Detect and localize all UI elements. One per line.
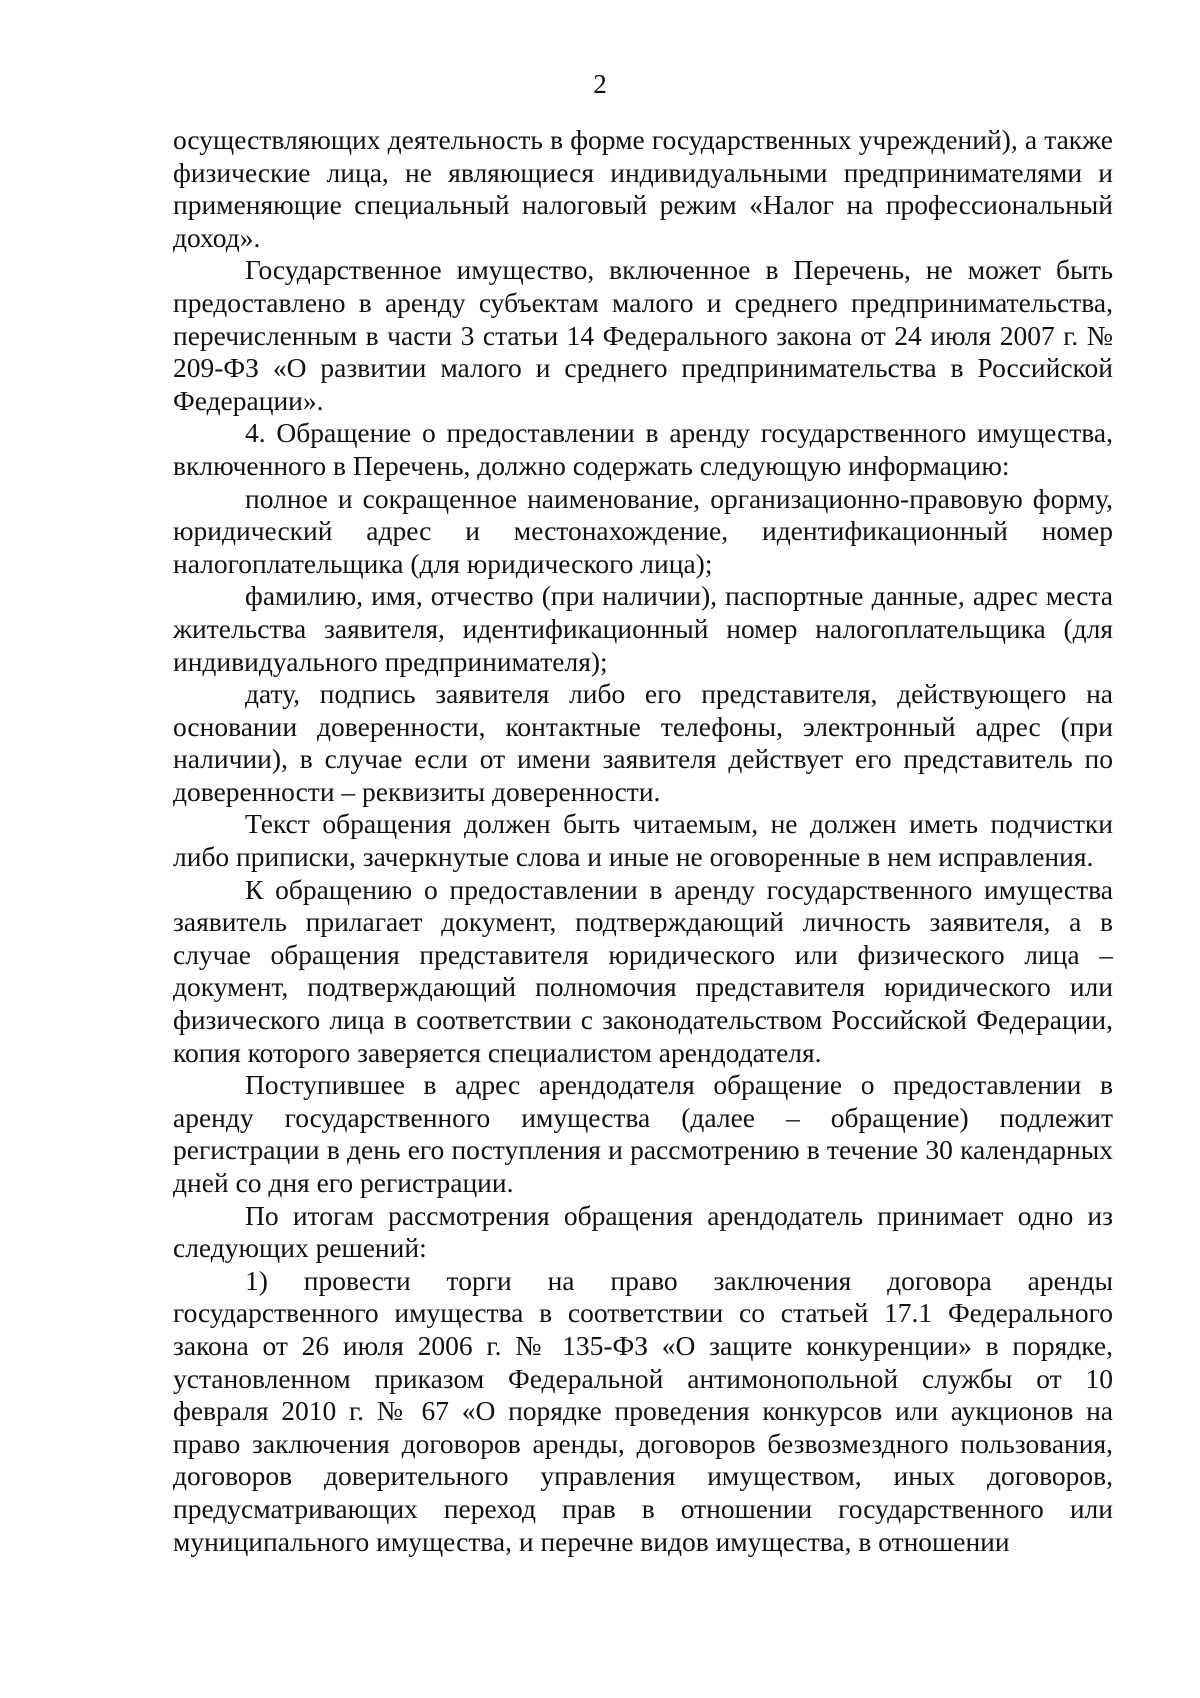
page-number: 2	[593, 69, 607, 99]
paragraph-text-requirements: Текст обращения должен быть читаемым, не должен иметь подчистки либо приписки, зачеркнутые слова и иные не оговоренные в нем исправления.	[173, 808, 1113, 873]
document-body	[173, 124, 1113, 1558]
paragraph-continuation: осуществляющих деятельность в форме государственных учреждений), а также физические лица, не являющиеся индивидуальными предпринимателями и применяющие специальный налоговый режим «Налог на профессиональный доход».	[173, 124, 1113, 253]
paragraph-legal-entity-info: полное и сокращенное наименование, организационно-правовую форму, юридический адрес и местонахождение, идентификационный номер налогоплательщика (для юридического лица);	[173, 482, 1113, 579]
paragraph-decisions: По итогам рассмотрения обращения арендодатель принимает одно из следующих решений:	[173, 1199, 1113, 1264]
paragraph-section-4: 4. Обращение о предоставлении в аренду государственного имущества, включенного в Перечень, должно содержать следующую информацию:	[173, 417, 1113, 481]
paragraph-entrepreneur-info: фамилию, имя, отчество (при наличии), паспортные данные, адрес места жительства заявителя, идентификационный номер налогоплательщика (для индивидуального предпринимателя);	[173, 580, 1113, 677]
paragraph-attachments: К обращению о предоставлении в аренду государственного имущества заявитель прилагает документ, подтверждающий личность заявителя, а в случае обращения представителя юридического или физического лица – документ, подтверждающий полномочия представителя юридического или физического лица в соответствии с законодательством Российской Федерации, копия которого заверяется специалистом арендодателя.	[173, 873, 1113, 1068]
paragraph-signature-info: дату, подпись заявителя либо его представителя, действующего на основании доверенности, контактные телефоны, электронный адрес (при наличии), в случае если от имени заявителя действует его представитель по доверенности – реквизиты доверенности.	[173, 678, 1113, 807]
paragraph-restriction: Государственное имущество, включенное в Перечень, не может быть предоставлено в аренду субъектам малого и среднего предпринимательства, перечисленным в части 3 статьи 14 Федерального закона от 24 июля 2007 г. № 209-ФЗ «О развитии малого и среднего предпринимательства в Российской Федерации».	[173, 254, 1113, 416]
paragraph-decision-1: 1) провести торги на право заключения договора аренды государственного имущества в соответствии со статьей 17.1 Федерального закона от 26 июля 2006 г. № 135-ФЗ «О защите конкуренции» в порядке, установленном приказом Федеральной антимонопольной службы от 10 февраля 2010 г. № 67 «О порядке проведения конкурсов или аукционов на право заключения договоров аренды, договоров безвозмездного пользования, договоров доверительного управления имуществом, иных договоров, предусматривающих переход прав в отношении государственного или муниципального имущества, и перечне видов имущества, в отношении	[173, 1264, 1113, 1557]
paragraph-registration: Поступившее в адрес арендодателя обращение о предоставлении в аренду государственного имущества (далее – обращение) подлежит регистрации в день его поступления и рассмотрению в течение 30 календарных дней со дня его регистрации.	[173, 1069, 1113, 1198]
